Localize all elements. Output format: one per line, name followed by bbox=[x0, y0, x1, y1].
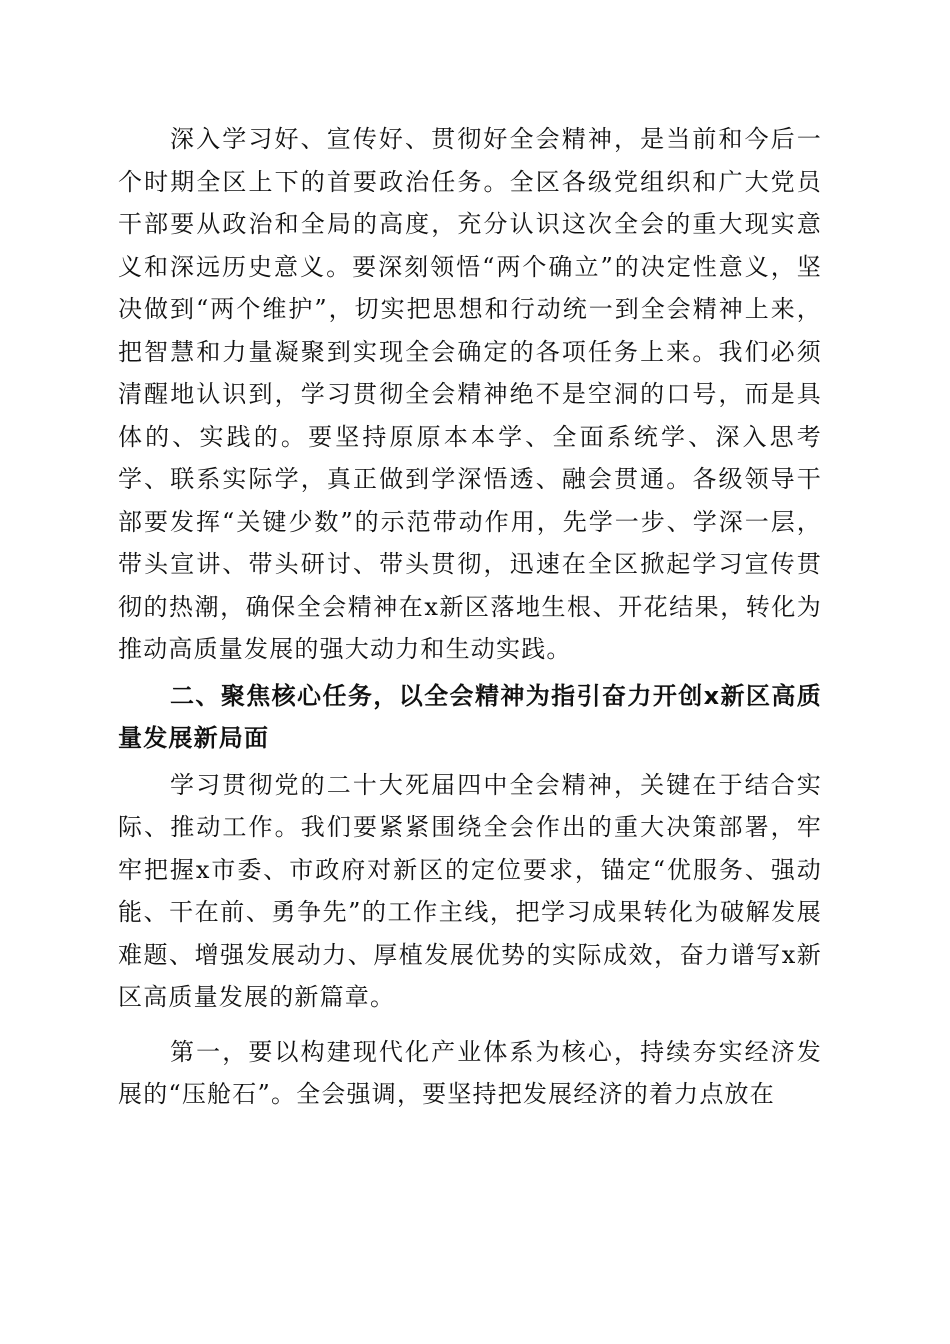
paragraph-spacer bbox=[118, 1019, 822, 1031]
paragraph-study-spirit: 深入学习好、宣传好、贯彻好全会精神，是当前和今后一个时期全区上下的首要政治任务。全区各级党组织和广大党员干部要从政治和全局的高度，充分认识这次全会的重大现实意义和深远历史意义。要深刻领悟“两个确立”的决定性意义，坚决做到“两个维护”，切实把思想和行动统一到全会精神上来，把智慧和力量凝聚到实现全会确定的各项任务上来。我们必须清醒地认识到，学习贯彻全会精神绝不是空洞的口号，而是具体的、实践的。要坚持原原本本学、全面系统学、深入思考学、联系实际学，真正做到学深悟透、融会贯通。各级领导干部要发挥“关键少数”的示范带动作用，先学一步、学深一层，带头宣讲、带头研讨、带头贯彻，迅速在全区掀起学习宣传贯彻的热潮，确保全会精神在x新区落地生根、开花结果，转化为推动高质量发展的强大动力和生动实践。 bbox=[118, 125, 822, 663]
document-body bbox=[118, 118, 822, 1116]
section-heading-two: 二、聚焦核心任务，以全会精神为指引奋力开创x新区高质量发展新局面 bbox=[118, 681, 822, 752]
paragraph-core-task: 学习贯彻党的二十大死届四中全会精神，关键在于结合实际、推动工作。我们要紧紧围绕全会作出的重大决策部署，牢牢把握x市委、市政府对新区的定位要求，锚定“优服务、强动能、干在前、勇争先”的工作主线，把学习成果转化为破解发展难题、增强发展动力、厚植发展优势的实际成效，奋力谱写x新区高质量发展的新篇章。 bbox=[118, 770, 822, 1011]
paragraph-first-point: 第一，要以构建现代化产业体系为核心，持续夯实经济发展的“压舱石”。全会强调，要坚持把发展经济的着力点放在 bbox=[118, 1037, 822, 1108]
